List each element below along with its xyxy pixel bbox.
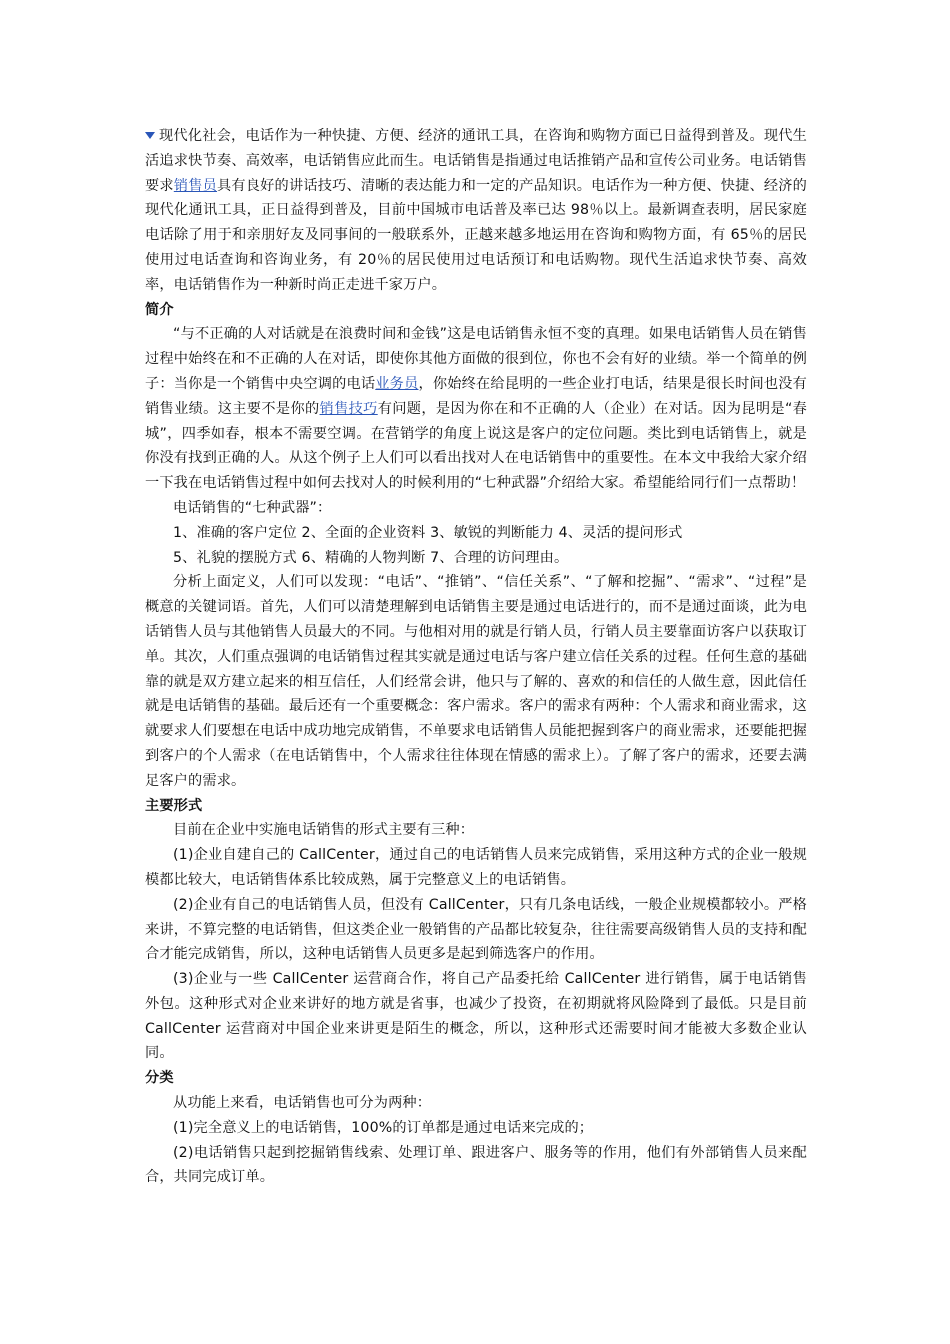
section-heading-classification: 分类 <box>145 1070 174 1087</box>
document-page <box>145 124 807 1190</box>
section2-paragraph-3: (2)企业有自己的电话销售人员，但没有 CallCenter，只有几条电话线，一般企业规模都较小。严格来讲，不算完整的电话销售，但这类企业一般销售的产品都比较复杂，往往需要高级销售人员的支持和配合才能完成销售，所以，这种电话销售人员更多是起到筛选客户的作用。 <box>145 896 807 963</box>
section1-paragraph-2: 电话销售的“七种武器”： <box>173 499 332 516</box>
section2-paragraph-1: 目前在企业中实施电话销售的形式主要有三种： <box>173 822 475 839</box>
section1-paragraph-4: 5、礼貌的摆脱方式 6、精确的人物判断 7、合理的访问理由。 <box>173 549 569 566</box>
section1-text-3: 有问题，是因为你在和不正确的人（企业）在对话。因为昆明是“春城”，四季如春，根本不需要空调。在营销学的角度上说这是客户的定位问题。类比到电话销售上，就是你没有找到正确的人。从这个例子上人们可以看出找对人在电话销售中的重要性。在本文中我给大家介绍一下我在电话销售过程中如何去找对人的时候利用的“七种武器”介绍给大家。希望能给同行们一点帮助！ <box>145 400 807 492</box>
section1-paragraph-1 <box>145 322 807 496</box>
intro-text-2: 具有良好的讲话技巧、清晰的表达能力和一定的产品知识。电话作为一种方便、快捷、经济的现代化通讯工具，正日益得到普及，目前中国城市电话普及率已达 98％以上。最新调查表明，居民家庭电话除了用于和亲朋好友及同事间的一般联系外，正越来越多地运用在咨询和购物方面，有 65％的居民使用过电话查询和咨询业务，有 20％的居民使用过电话预订和电话购物。现代生活追求快节奏、高效率，电话销售作为一种新时尚正走进千家万户。 <box>145 177 808 293</box>
section2-paragraph-2: (1)企业自建自己的 CallCenter，通过自己的电话销售人员来完成销售，采用这种方式的企业一般规模都比较大，电话销售体系比较成熟，属于完整意义上的电话销售。 <box>145 847 807 888</box>
intro-text-1: 现代化社会，电话作为一种快捷、方便、经济的通讯工具，在咨询和购物方面已日益得到普及。现代生活追求快节奏、高效率，电话销售应此而生。电话销售是指通过电话推销产品和宣传公司业务。电话销售要求 <box>145 128 807 194</box>
link-business-agent[interactable]: 业务员 <box>375 375 419 392</box>
link-salesperson[interactable]: 销售员 <box>173 177 217 194</box>
triangle-down-icon[interactable] <box>145 132 155 139</box>
section3-paragraph-2: (1)完全意义上的电话销售，100%的订单都是通过电话来完成的； <box>173 1119 594 1136</box>
section-heading-intro: 简介 <box>145 301 174 318</box>
section1-text-2: ，你始终在给昆明的一些企业打电话，结果是很长时间也没有销售业绩。这主要不是你的 <box>145 375 808 417</box>
section-heading-forms: 主要形式 <box>145 797 203 814</box>
section3-paragraph-1: 从功能上来看，电话销售也可分为两种： <box>173 1095 432 1112</box>
link-sales-skills[interactable]: 销售技巧 <box>319 400 378 417</box>
section1-paragraph-5: 分析上面定义，人们可以发现：“电话”、“推销”、“信任关系”、“了解和挖掘”、“需求”、“过程”是概意的关键词语。首先，人们可以清楚理解到电话销售主要是通过电话进行的，而不是通过面谈，此为电话销售人员与其他销售人员最大的不同。与他相对用的就是行销人员，行销人员主要靠面访客户以获取订单。其次，人们重点强调的电话销售过程其实就是通过电话与客户建立信任关系的过程。任何生意的基础靠的就是双方建立起来的相互信任，人们经常会讲，他只与了解的、喜欢的和信任的人做生意，因此信任就是电话销售的基础。最后还有一个重要概念：客户需求。客户的需求有两种：个人需求和商业需求，这就要求人们要想在电话中成功地完成销售，不单要求电话销售人员能把握到客户的商业需求，还要能把握到客户的个人需求（在电话销售中，个人需求往往体现在情感的需求上）。了解了客户的需求，还要去满足客户的需求。 <box>145 574 807 789</box>
section3-paragraph-3: (2)电话销售只起到挖掘销售线索、处理订单、跟进客户、服务等的作用，他们有外部销售人员来配合，共同完成订单。 <box>145 1144 807 1186</box>
section1-text-1: “与不正确的人对话就是在浪费时间和金钱”这是电话销售永恒不变的真理。如果电话销售人员在销售过程中始终在和不正确的人在对话，即使你其他方面做的很到位，你也不会有好的业绩。举一个简单的例子：当你是一个销售中央空调的电话 <box>145 326 807 392</box>
intro-paragraph <box>145 124 807 298</box>
section2-paragraph-4: (3)企业与一些 CallCenter 运营商合作，将自己产品委托给 CallCenter 进行销售，属于电话销售外包。这种形式对企业来讲好的地方就是省事，也减少了投资，在初期就将风险降到了最低。只是目前 CallCenter 运营商对中国企业来讲更是陌生的概念，所以，这种形式还需要时间才能被大多数企业认同。 <box>145 971 807 1062</box>
section1-paragraph-3: 1、准确的客户定位 2、全面的企业资料 3、敏锐的判断能力 4、灵活的提问形式 <box>173 524 683 541</box>
